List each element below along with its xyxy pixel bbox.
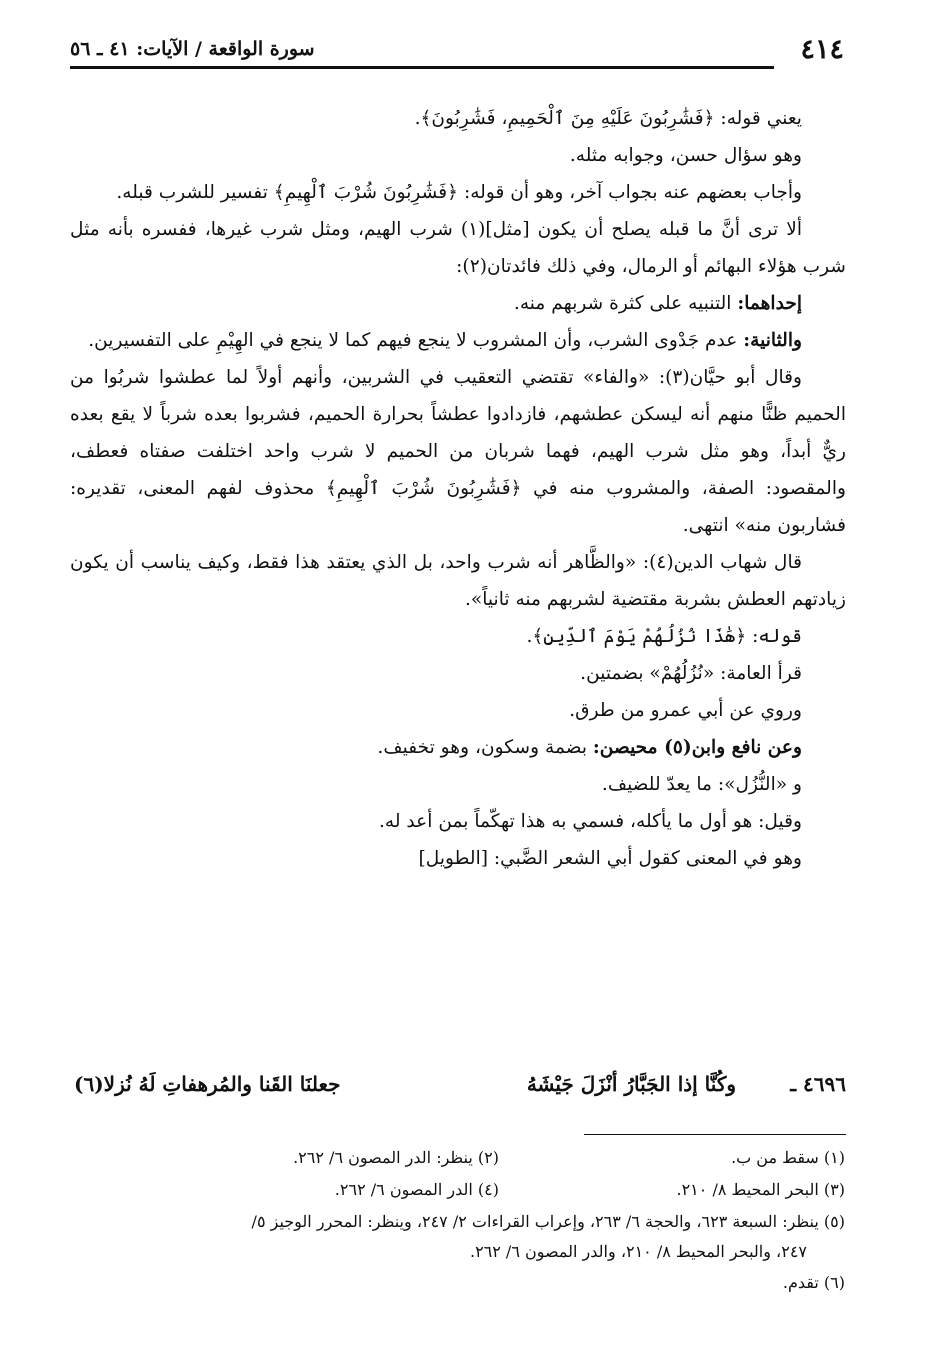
footnote: (١) سقط من ب.	[731, 1148, 845, 1167]
footnote: (٣) البحر المحيط ٨/ ٢١٠.	[676, 1180, 845, 1199]
paragraph	[70, 322, 846, 359]
paragraph-text: قوله: ﴿هَٰذَا نُزُلُهُمْ يَوْمَ ٱلدِّينِ﴾.	[526, 626, 802, 647]
paragraph-text: وقيل: هو أول ما يأكله، فسمي به هذا تهكّماً بمن أعد له.	[378, 811, 802, 832]
paragraph-text: قال شهاب الدين(٤): «والظَّاهر أنه شرب واحد، بل الذي يعتقد هذا فقط، وكيف يناسب أن يكون زيادتهم العطش بشربة مقتضية لشربهم منه ثانياً».	[70, 552, 846, 610]
page-number: ٤١٤	[800, 34, 844, 65]
paragraph-text: قرأ العامة: «نُزُلُهُمْ» بضمتين.	[580, 663, 802, 684]
paragraph-lead: إحداهما:	[737, 293, 802, 314]
verse-second-hemistich: جعلنَا القَنا والمُرهفاتِ لَهُ نُزلا(٦)	[74, 1072, 341, 1096]
paragraph	[70, 137, 846, 174]
paragraph-text: و «النُّزُل»: ما يعدّ للضيف.	[601, 774, 802, 795]
poetry-verse	[70, 1068, 846, 1108]
paragraph	[70, 285, 846, 322]
main-text	[70, 100, 846, 877]
paragraph-text: وهو في المعنى كقول أبي الشعر الضَّبي: [الطويل]	[418, 848, 802, 869]
paragraph	[70, 766, 846, 803]
paragraph	[70, 655, 846, 692]
paragraph	[70, 359, 846, 544]
verse-number: ٤٦٩٦ ـ	[790, 1072, 846, 1096]
running-title: سورة الواقعة / الآيات: ٤١ ـ ٥٦	[70, 38, 315, 60]
paragraph-lead: وعن نافع وابن(٥) محيصن:	[592, 737, 802, 758]
footnote: (٢) ينظر: الدر المصون ٦/ ٢٦٢.	[293, 1148, 499, 1167]
paragraph-text: وقال أبو حيَّان(٣): «والفاء» تقتضي التعقيب في الشربين، وأنهم أولاً لما عطشوا شربُوا من الحميم ظنًّا منهم أنه ليسكن عطشهم، فازدادوا عطشاً بحرارة الحميم، فشربوا بعده شرباً لا يقع بعده ريٌّ أبداً، وهو مثل شرب الهيم، فهما شربان من الحميم لا شرب واحد اختلفت صفتاه فعطف، والمقصود: الصفة، والمشروب منه في ﴿فَشَٰرِبُونَ شُرْبَ ٱلْهِيمِ﴾ محذوف لفهم المعنى، تقديره: فشاربون منه» انتهى.	[70, 367, 846, 536]
paragraph-text: التنبيه على كثرة شربهم منه.	[513, 293, 738, 314]
paragraph-text: يعني قوله: ﴿فَشَٰرِبُونَ عَلَيْهِ مِنَ ٱلْحَمِيمِ، فَشَٰرِبُونَ﴾.	[414, 108, 802, 129]
verse-first-hemistich: وكُنَّا إذا الجَبَّارُ أنْزَلَ جَيْشَهُ	[526, 1072, 736, 1096]
footnote-continuation: ٢٤٧، والبحر المحيط ٨/ ٢١٠، والدر المصون ٦/ ٢٦٢.	[469, 1242, 807, 1261]
paragraph	[70, 174, 846, 211]
paragraph	[70, 100, 846, 137]
paragraph-lead: والثانية:	[743, 330, 802, 351]
footnote: (٦) تقدم.	[782, 1273, 845, 1292]
paragraph	[70, 618, 846, 655]
paragraph	[70, 840, 846, 877]
paragraph-text: وهو سؤال حسن، وجوابه مثله.	[569, 145, 802, 166]
footnote: (٤) الدر المصون ٦/ ٢٦٢.	[334, 1180, 499, 1199]
paragraph-text: وروي عن أبي عمرو من طرق.	[569, 700, 802, 721]
paragraph-text: وأجاب بعضهم عنه بجواب آخر، وهو أن قوله: ﴿فَشَٰرِبُونَ شُرْبَ ٱلْهِيمِ﴾ تفسير للشرب قبله.	[116, 182, 802, 203]
footnote: (٥) ينظر: السبعة ٦٢٣، والحجة ٦/ ٢٦٣، وإعراب القراءات ٢/ ٢٤٧، وينظر: المحرر الوجيز ٥/	[251, 1212, 845, 1231]
footnote-separator	[584, 1134, 846, 1135]
paragraph	[70, 544, 846, 618]
paragraph	[70, 729, 846, 766]
paragraph	[70, 803, 846, 840]
running-header	[70, 30, 846, 70]
header-rule	[70, 66, 774, 69]
paragraph-text: ألا ترى أنَّ ما قبله يصلح أن يكون [مثل](١) شرب الهيم، ومثل شرب غيرها، ففسره بأنه مثل شرب هؤلاء البهائم أو الرمال، وفي ذلك فائدتان(٢):	[70, 219, 846, 277]
paragraph	[70, 692, 846, 729]
paragraph	[70, 211, 846, 285]
paragraph-text: عدم جَدْوى الشرب، وأن المشروب لا ينجع فيهم كما لا ينجع في الهِيْمِ على التفسيرين.	[88, 330, 744, 351]
paragraph-text: بضمة وسكون، وهو تخفيف.	[377, 737, 593, 758]
